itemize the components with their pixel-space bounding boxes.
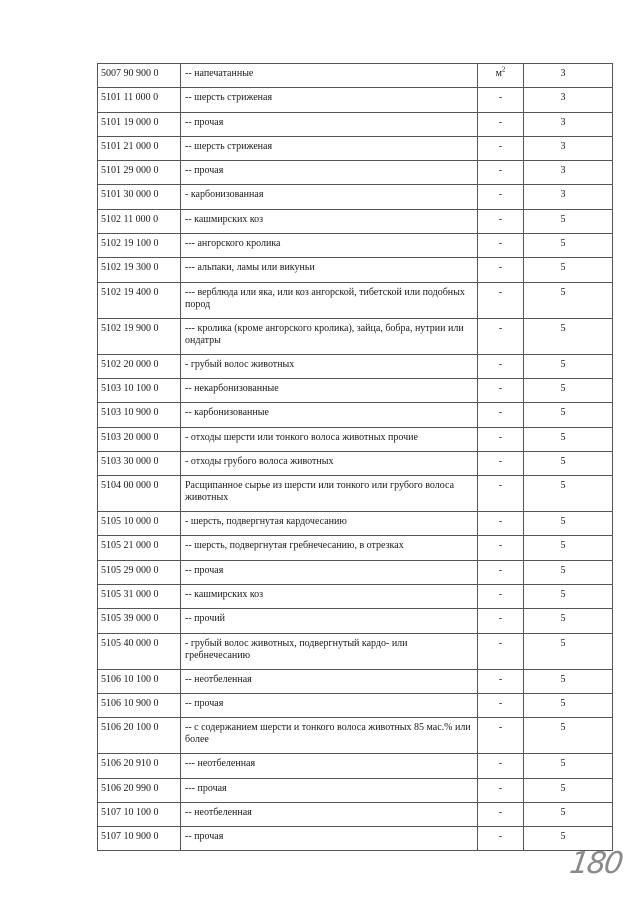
unit-cell — [478, 827, 524, 851]
rate-cell-text: 5 — [560, 382, 566, 394]
description-cell-text: -- шерсть стриженая — [185, 92, 273, 104]
description-cell-text: -- прочий — [185, 613, 225, 625]
rate-cell — [524, 258, 613, 282]
description-cell-text: --- неотбеленная — [185, 758, 256, 770]
rate-cell — [524, 161, 613, 185]
description-cell — [181, 802, 478, 826]
description-cell — [181, 560, 478, 584]
table-row — [98, 585, 613, 609]
rate-cell-text: 3 — [560, 165, 566, 177]
rate-cell — [524, 536, 613, 560]
rate-cell — [524, 512, 613, 536]
code-cell-text: 5102 20 000 0 — [101, 358, 159, 370]
code-cell-text: 5101 21 000 0 — [101, 140, 159, 152]
code-cell-text: 5102 19 900 0 — [101, 322, 159, 334]
unit-cell-text: - — [498, 407, 503, 419]
unit-cell — [478, 718, 524, 754]
table-row — [98, 536, 613, 560]
code-cell — [98, 64, 181, 88]
description-cell — [181, 354, 478, 378]
code-cell — [98, 560, 181, 584]
unit-cell — [478, 64, 524, 88]
description-cell-text: -- шерсть стриженая — [185, 140, 273, 152]
code-cell — [98, 403, 181, 427]
code-cell-text: 5107 10 100 0 — [101, 806, 159, 818]
rate-cell — [524, 136, 613, 160]
description-cell — [181, 778, 478, 802]
unit-cell-text: - — [498, 831, 503, 843]
table-row — [98, 112, 613, 136]
description-cell — [181, 209, 478, 233]
description-cell-text: - отходы грубого волоса животных — [185, 455, 334, 467]
description-cell-text: -- кашмирских коз — [185, 589, 264, 601]
rate-cell-text: 5 — [560, 358, 566, 370]
description-cell — [181, 88, 478, 112]
table-row — [98, 161, 613, 185]
code-cell — [98, 536, 181, 560]
code-cell — [98, 827, 181, 851]
unit-cell — [478, 451, 524, 475]
description-cell — [181, 112, 478, 136]
rate-cell-text: 5 — [560, 806, 566, 818]
code-cell — [98, 427, 181, 451]
description-cell-text: - карбонизованная — [185, 189, 264, 201]
unit-cell — [478, 778, 524, 802]
description-cell-text: -- неотбеленная — [185, 673, 252, 685]
table-row — [98, 354, 613, 378]
code-cell — [98, 451, 181, 475]
description-cell-text: - грубый волос животных — [185, 358, 295, 370]
description-cell — [181, 282, 478, 318]
unit-cell-text: - — [498, 722, 503, 734]
rate-cell — [524, 778, 613, 802]
table-row — [98, 64, 613, 88]
rate-cell-text: 5 — [560, 407, 566, 419]
unit-cell — [478, 585, 524, 609]
description-cell — [181, 827, 478, 851]
unit-cell — [478, 318, 524, 354]
rate-cell — [524, 318, 613, 354]
description-cell-text: -- с содержанием шерсти и тонкого волоса животных 85 мас.% или более — [185, 722, 471, 746]
code-cell — [98, 609, 181, 633]
description-cell-text: -- прочая — [185, 831, 224, 843]
rate-cell-text: 5 — [560, 322, 566, 334]
rate-cell-text: 5 — [560, 564, 566, 576]
unit-cell — [478, 633, 524, 669]
rate-cell-text: 3 — [560, 92, 566, 104]
unit-cell — [478, 427, 524, 451]
unit-cell — [478, 378, 524, 402]
tariff-table-body — [98, 64, 613, 851]
unit-cell-text: - — [498, 213, 503, 225]
code-cell — [98, 161, 181, 185]
table-row — [98, 403, 613, 427]
code-cell-text: 5105 39 000 0 — [101, 613, 159, 625]
rate-cell — [524, 209, 613, 233]
description-cell — [181, 185, 478, 209]
unit-cell-text: - — [498, 286, 503, 298]
rate-cell — [524, 234, 613, 258]
rate-cell-text: 5 — [560, 213, 566, 225]
code-cell — [98, 185, 181, 209]
table-row — [98, 282, 613, 318]
unit-cell-text: - — [498, 673, 503, 685]
unit-cell-text: - — [498, 358, 503, 370]
rate-cell — [524, 669, 613, 693]
rate-cell-text: 3 — [560, 140, 566, 152]
unit-cell — [478, 258, 524, 282]
code-cell-text: 5106 10 900 0 — [101, 697, 159, 709]
code-cell-text: 5105 31 000 0 — [101, 589, 159, 601]
unit-cell — [478, 512, 524, 536]
unit-cell — [478, 234, 524, 258]
code-cell — [98, 354, 181, 378]
description-cell — [181, 136, 478, 160]
table-row — [98, 258, 613, 282]
code-cell — [98, 693, 181, 717]
code-cell — [98, 378, 181, 402]
unit-cell-text: - — [498, 758, 503, 770]
unit-cell — [478, 209, 524, 233]
rate-cell-text: 3 — [560, 189, 566, 201]
unit-cell-text: - — [498, 189, 503, 201]
rate-cell — [524, 754, 613, 778]
rate-cell-text: 3 — [560, 116, 566, 128]
unit-cell-text: - — [498, 516, 503, 528]
code-cell — [98, 718, 181, 754]
rate-cell — [524, 802, 613, 826]
table-row — [98, 693, 613, 717]
unit-cell — [478, 802, 524, 826]
code-cell-text: 5103 10 100 0 — [101, 382, 159, 394]
description-cell — [181, 451, 478, 475]
rate-cell-text: 5 — [560, 540, 566, 552]
code-cell — [98, 112, 181, 136]
rate-cell-text: 5 — [560, 286, 566, 298]
table-row — [98, 136, 613, 160]
rate-cell-text: 5 — [560, 516, 566, 528]
code-cell — [98, 136, 181, 160]
rate-cell — [524, 185, 613, 209]
rate-cell — [524, 354, 613, 378]
code-cell — [98, 88, 181, 112]
description-cell — [181, 536, 478, 560]
unit-cell-text: - — [498, 382, 503, 394]
description-cell-text: -- кашмирских коз — [185, 213, 264, 225]
unit-cell-text: - — [498, 806, 503, 818]
description-cell — [181, 693, 478, 717]
unit-cell-text: - — [498, 480, 503, 492]
code-cell-text: 5102 19 100 0 — [101, 238, 159, 250]
rate-cell-text: 5 — [560, 480, 566, 492]
unit-cell-text: - — [498, 262, 503, 274]
table-row — [98, 476, 613, 512]
code-cell-text: 5103 20 000 0 — [101, 431, 159, 443]
unit-cell — [478, 88, 524, 112]
rate-cell — [524, 451, 613, 475]
rate-cell-text: 5 — [560, 831, 566, 843]
unit-cell-text: - — [498, 140, 503, 152]
description-cell-text: - шерсть, подвергнутая кардочесанию — [185, 516, 347, 528]
unit-superscript: 2 — [501, 65, 506, 74]
description-cell — [181, 427, 478, 451]
rate-cell — [524, 64, 613, 88]
description-cell — [181, 585, 478, 609]
unit-cell-text: - — [498, 116, 503, 128]
code-cell — [98, 282, 181, 318]
code-cell-text: 5107 10 900 0 — [101, 831, 159, 843]
description-cell-text: --- верблюда или яка, или коз ангорской, тибетской или подобных пород — [185, 286, 465, 310]
code-cell-text: 5105 21 000 0 — [101, 540, 159, 552]
description-cell — [181, 718, 478, 754]
description-cell — [181, 754, 478, 778]
description-cell — [181, 669, 478, 693]
rate-cell — [524, 560, 613, 584]
description-cell — [181, 161, 478, 185]
unit-cell — [478, 403, 524, 427]
code-cell-text: 5007 90 900 0 — [101, 68, 159, 79]
description-cell — [181, 318, 478, 354]
rate-cell-text: 5 — [560, 431, 566, 443]
description-cell-text: -- прочая — [185, 116, 224, 128]
code-cell — [98, 476, 181, 512]
description-cell-text: --- ангорского кролика — [185, 238, 281, 250]
description-cell-text: -- шерсть, подвергнутая гребнечесанию, в отрезках — [185, 540, 404, 552]
code-cell-text: 5102 19 400 0 — [101, 286, 159, 298]
rate-cell-text: 3 — [560, 68, 566, 79]
code-cell-text: 5101 30 000 0 — [101, 189, 159, 201]
code-cell — [98, 633, 181, 669]
rate-cell — [524, 633, 613, 669]
table-row — [98, 185, 613, 209]
description-cell — [181, 633, 478, 669]
table-row — [98, 754, 613, 778]
unit-cell — [478, 136, 524, 160]
code-cell — [98, 754, 181, 778]
table-row — [98, 209, 613, 233]
code-cell — [98, 585, 181, 609]
unit-cell-text: - — [498, 613, 503, 625]
rate-cell — [524, 693, 613, 717]
unit-cell-text: - — [498, 782, 503, 794]
rate-cell — [524, 427, 613, 451]
unit-cell — [478, 754, 524, 778]
rate-cell — [524, 112, 613, 136]
table-row — [98, 669, 613, 693]
unit-cell-text: - — [498, 589, 503, 601]
unit-cell-text: - — [498, 455, 503, 467]
description-cell-text: -- прочая — [185, 697, 224, 709]
unit-cell-text: - — [498, 165, 503, 177]
description-cell-text: -- прочая — [185, 564, 224, 576]
description-cell-text: - отходы шерсти или тонкого волоса животных прочие — [185, 431, 418, 443]
unit-cell — [478, 476, 524, 512]
rate-cell — [524, 609, 613, 633]
table-row — [98, 609, 613, 633]
description-cell-text: --- прочая — [185, 782, 227, 794]
code-cell — [98, 234, 181, 258]
table-row — [98, 427, 613, 451]
unit-cell-text: - — [498, 637, 503, 649]
table-row — [98, 318, 613, 354]
description-cell — [181, 512, 478, 536]
code-cell — [98, 318, 181, 354]
table-row — [98, 560, 613, 584]
rate-cell-text: 5 — [560, 637, 566, 649]
tariff-table — [97, 63, 613, 851]
unit-cell-text: - — [498, 431, 503, 443]
code-cell-text: 5101 29 000 0 — [101, 165, 159, 177]
code-cell-text: 5103 30 000 0 — [101, 455, 159, 467]
code-cell — [98, 258, 181, 282]
rate-cell-text: 5 — [560, 589, 566, 601]
code-cell — [98, 209, 181, 233]
table-row — [98, 633, 613, 669]
rate-cell-text: 5 — [560, 697, 566, 709]
unit-cell-text: - — [498, 322, 503, 334]
code-cell-text: 5101 19 000 0 — [101, 116, 159, 128]
table-row — [98, 512, 613, 536]
code-cell-text: 5106 10 100 0 — [101, 673, 159, 685]
code-cell-text: 5104 00 000 0 — [101, 480, 159, 492]
rate-cell — [524, 403, 613, 427]
unit-cell — [478, 354, 524, 378]
unit-cell — [478, 669, 524, 693]
rate-cell — [524, 585, 613, 609]
rate-cell-text: 5 — [560, 673, 566, 685]
table-row — [98, 378, 613, 402]
description-cell — [181, 609, 478, 633]
table-row — [98, 778, 613, 802]
code-cell-text: 5106 20 100 0 — [101, 722, 159, 734]
unit-cell — [478, 185, 524, 209]
rate-cell-text: 5 — [560, 262, 566, 274]
code-cell-text: 5105 29 000 0 — [101, 564, 159, 576]
unit-cell-text: м — [495, 68, 502, 79]
unit-cell — [478, 161, 524, 185]
unit-cell-text: - — [498, 92, 503, 104]
unit-cell — [478, 693, 524, 717]
table-row — [98, 451, 613, 475]
unit-cell-text: - — [498, 238, 503, 250]
description-cell — [181, 476, 478, 512]
rate-cell — [524, 476, 613, 512]
description-cell-text: --- кролика (кроме ангорского кролика), зайца, бобра, нутрии или ондатры — [185, 322, 464, 346]
code-cell — [98, 669, 181, 693]
handwritten-page-number: 180 — [567, 846, 624, 881]
unit-cell — [478, 609, 524, 633]
unit-cell — [478, 112, 524, 136]
rate-cell-text: 5 — [560, 613, 566, 625]
description-cell-text: -- прочая — [185, 165, 224, 177]
code-cell-text: 5103 10 900 0 — [101, 407, 159, 419]
description-cell-text: -- неотбеленная — [185, 806, 252, 818]
code-cell-text: 5101 11 000 0 — [101, 92, 159, 104]
rate-cell — [524, 88, 613, 112]
code-cell — [98, 512, 181, 536]
unit-cell-text: - — [498, 564, 503, 576]
rate-cell-text: 5 — [560, 782, 566, 794]
code-cell-text: 5105 40 000 0 — [101, 637, 159, 649]
code-cell — [98, 778, 181, 802]
unit-cell-text: - — [498, 697, 503, 709]
description-cell — [181, 403, 478, 427]
description-cell-text: -- напечатанные — [185, 68, 254, 79]
code-cell-text: 5102 19 300 0 — [101, 262, 159, 274]
code-cell-text: 5106 20 990 0 — [101, 782, 159, 794]
unit-cell — [478, 560, 524, 584]
description-cell — [181, 234, 478, 258]
code-cell — [98, 802, 181, 826]
rate-cell — [524, 378, 613, 402]
unit-cell-text: - — [498, 540, 503, 552]
description-cell — [181, 378, 478, 402]
code-cell-text: 5102 11 000 0 — [101, 213, 159, 225]
table-row — [98, 88, 613, 112]
code-cell-text: 5106 20 910 0 — [101, 758, 159, 770]
description-cell-text: --- альпаки, ламы или викуньи — [185, 262, 315, 274]
description-cell-text: -- карбонизованные — [185, 407, 269, 419]
code-cell-text: 5105 10 000 0 — [101, 516, 159, 528]
rate-cell — [524, 282, 613, 318]
table-row — [98, 234, 613, 258]
rate-cell-text: 5 — [560, 722, 566, 734]
rate-cell-text: 5 — [560, 758, 566, 770]
table-row — [98, 827, 613, 851]
rate-cell — [524, 718, 613, 754]
table-row — [98, 718, 613, 754]
rate-cell-text: 5 — [560, 238, 566, 250]
description-cell — [181, 64, 478, 88]
description-cell-text: Расщипанное сырье из шерсти или тонкого или грубого волоса животных — [185, 480, 455, 504]
description-cell-text: -- некарбонизованные — [185, 382, 279, 394]
description-cell — [181, 258, 478, 282]
description-cell-text: - грубый волос животных, подвергнутый кардо- или гребнечесанию — [185, 637, 408, 661]
unit-cell — [478, 282, 524, 318]
unit-cell — [478, 536, 524, 560]
rate-cell-text: 5 — [560, 455, 566, 467]
table-row — [98, 802, 613, 826]
